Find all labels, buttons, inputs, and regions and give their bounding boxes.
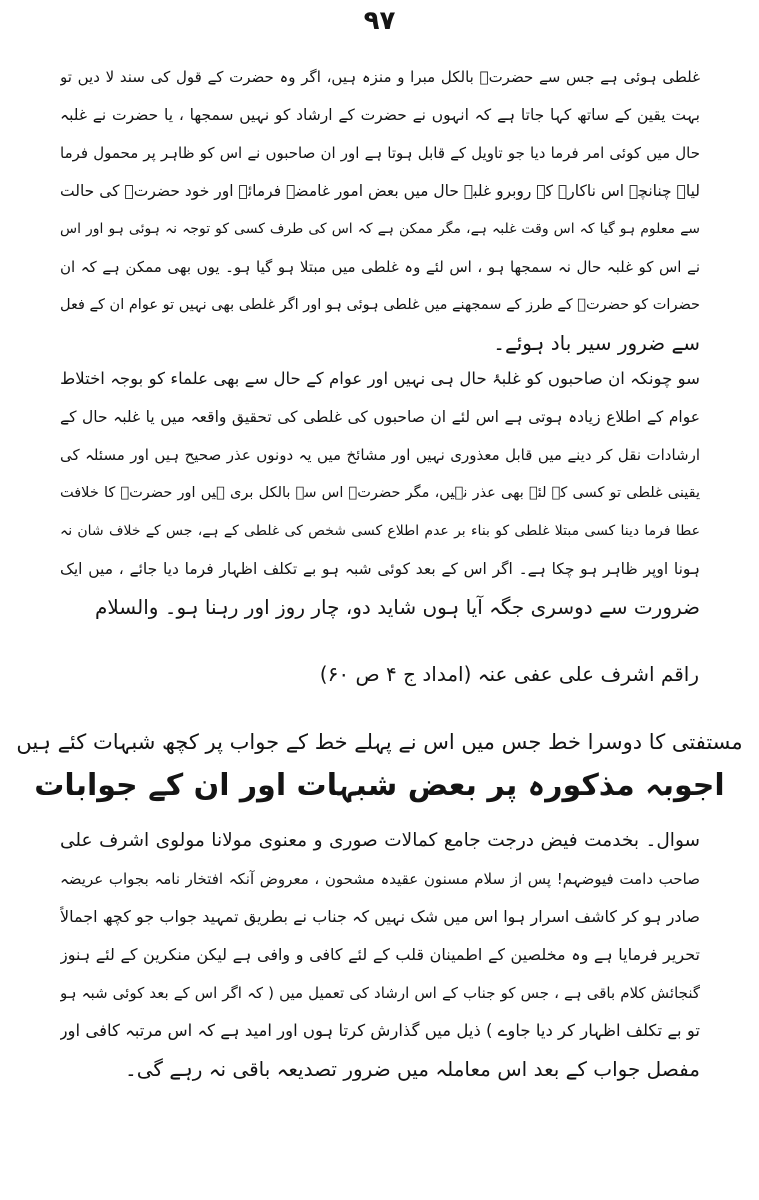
text-line: صاحب دامت فیوضہم! پس از سلام مسنون عقیدہ مشحون ، معروض آنکہ افتخار نامہ بجواب عریضہ bbox=[60, 870, 700, 888]
text-line: سے ضرور سیر باد ہوئے۔ bbox=[493, 331, 700, 355]
signature-line: راقم اشرف علی عفی عنہ (امداد ج ۴ ص ۶۰) bbox=[319, 662, 699, 686]
text-line: سو چونکہ ان صاحبوں کو غلبۂ حال ہی نہیں اور عوام کے حال سے بھی علماء کو بوجہ اختلاط bbox=[60, 369, 700, 388]
text-line: نے اس کو غلبہ حال نہ سمجھا ہو ، اس لئے وہ غلطی میں مبتلا ہو گیا ہو۔ یوں بھی ممکن ہے کہ ان bbox=[60, 258, 700, 276]
text-line: ہونا اوپر ظاہر ہو چکا ہے۔ اگر اس کے بعد کوئی شبہ ہو بے تکلف اظہار فرما دیا جائے ، میں ایک bbox=[60, 560, 700, 578]
section-heading: اجوبہ مذکورہ پر بعض شبہات اور ان کے جوابات bbox=[34, 768, 725, 803]
text-line: یقینی غلطی تو کسی کے لئے بھی عذر نہیں، مگر حضرتؒ اس سے بالکل بری ہیں اور حضرتؒ کا خلافت bbox=[60, 485, 700, 501]
text-line: سوال۔ بخدمت فیض درجت جامع کمالات صوری و معنوی مولانا مولوی اشرف علی bbox=[60, 830, 700, 851]
text-line: گنجائش کلام باقی ہے ، جس کو جناب کے اس ارشاد کی تعمیل میں ( کہ اگر اس کے بعد کوئی شبہ ہو bbox=[60, 984, 700, 1002]
text-line: سے معلوم ہو گیا کہ اس وقت غلبہ ہے، مگر ممکن ہے کہ اس کی طرف کسی کو توجہ نہ ہوئی ہو اور اس bbox=[60, 221, 700, 237]
text-line: بہت یقین کے ساتھ کہا جاتا ہے کہ انہوں نے حضرت کے ارشاد کو نہیں سمجھا ، یا حضرت نے غلبہ bbox=[60, 106, 700, 124]
text-line: ارشادات نقل کر دینے میں قابل معذوری نہیں اور مشائخ میں یہ دونوں عذر صحیح ہیں اور مسئلہ کی bbox=[60, 446, 700, 464]
paragraph-3 bbox=[60, 822, 700, 1088]
text-line: تحریر فرمایا ہے وہ مخلصین کے اطمینان قلب کے لئے کافی و وافی ہے لیکن منکرین کے لئے ہنوز bbox=[60, 945, 700, 964]
text-line: عطا فرما دینا کسی مبتلا غلطی کو بناء بر عدم اطلاع کسی شخص کی غلطی کے ہے، جس کے خلاف شان نہ bbox=[60, 523, 700, 539]
text-line: حال میں کوئی امر فرما دیا جو تاویل کے قابل ہوتا ہے اور ان صاحبوں نے اس کو ظاہر پر محمول فرما bbox=[60, 144, 700, 162]
text-line: حضرات کو حضرتؒ کے طرز کے سمجھنے میں غلطی ہوئی ہو اور اگر غلطی بھی نہیں تو عوام ان کے فعل bbox=[60, 297, 700, 313]
text-line: مفصل جواب کے بعد اس معاملہ میں ضرور تصدیعہ باقی نہ رہے گی۔ bbox=[125, 1057, 700, 1081]
page-number: ٩٧ bbox=[363, 6, 396, 36]
text-line: لیا۔ چنانچہ اس ناکارہ کے روبرو غلبہ حال میں بعض امور غامضہ فرمائے اور خود حضرتؒ کی حالت bbox=[60, 182, 700, 200]
text-line: تو بے تکلف اظہار کر دیا جاوے ) ذیل میں گذارش کرتا ہوں اور امید ہے کہ اس مرتبہ کافی اور bbox=[60, 1021, 700, 1040]
text-line: صادر ہو کر کاشف اسرار ہوا اس میں شک نہیں کہ جناب نے بطریق تمہید جواب جو کچھ اجمالاً bbox=[60, 907, 700, 926]
paragraph-2 bbox=[60, 360, 700, 626]
paragraph-1 bbox=[60, 58, 700, 362]
section-subheading: مستفتی کا دوسرا خط جس میں اس نے پہلے خط کے جواب پر کچھ شبہات کئے ہیں bbox=[16, 730, 743, 754]
text-line: عوام کے اطلاع زیادہ ہوتی ہے اس لئے ان صاحبوں کی غلطی کی تحقیق واقعہ میں یا غلبہ حال کے bbox=[60, 408, 700, 426]
text-line: غلطی ہوئی ہے جس سے حضرتؒ بالکل مبرا و منزہ ہیں، اگر وہ حضرت کے قول کی سند لا دیں تو bbox=[60, 68, 700, 86]
text-line: ضرورت سے دوسری جگہ آیا ہوں شاید دو، چار روز اور رہنا ہو۔ والسلام bbox=[94, 595, 700, 619]
